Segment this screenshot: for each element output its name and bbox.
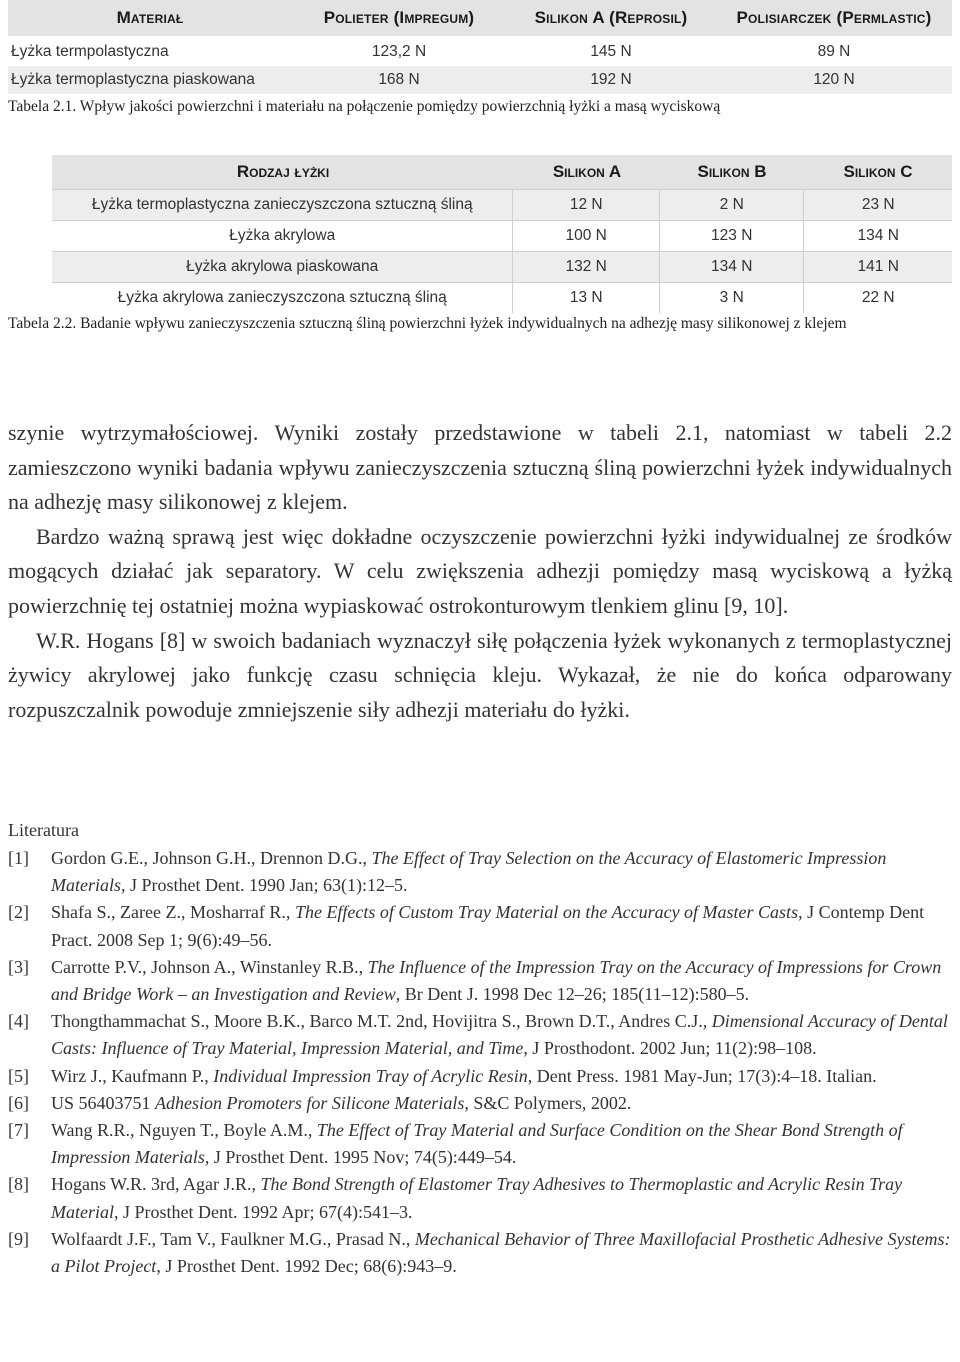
paragraph: szynie wytrzymałościowej. Wyniki zostały przedstawione w tabeli 2.1, natomiast w tabeli 2.2 zamieszczono wyniki badania wpływu zanieczyszczenia sztuczną śliną powierzchni łyżek indywidualnych na adhezję masy silikonowej z klejem. xyxy=(8,420,952,515)
table-header xyxy=(8,0,952,38)
reference-number: [3] xyxy=(8,956,29,977)
table-cell: 3 N xyxy=(659,283,804,313)
column-header: Silikon A (Reprosil) xyxy=(534,8,688,27)
column-header: Silikon C xyxy=(843,162,913,181)
reference-number: [2] xyxy=(8,902,29,923)
table-2-1 xyxy=(8,0,952,94)
reference-text xyxy=(51,1117,952,1171)
reference-source: , S&C Polymers, 2002. xyxy=(464,1092,632,1113)
table-cell: Łyżka termoplastyczna piaskowana xyxy=(11,71,255,88)
reference-title: Mechanical Behavior of Three Maxillofacial Prosthetic Adhesive Systems: a Pilot Project xyxy=(51,1228,951,1277)
reference-number: [7] xyxy=(8,1120,29,1141)
table-cell: Łyżka akrylowa zanieczyszczona sztuczną śliną xyxy=(117,289,447,306)
reference-item xyxy=(8,1063,952,1090)
table-cell: 134 N xyxy=(803,221,952,251)
reference-number: [5] xyxy=(8,1065,29,1086)
table-cell: 123 N xyxy=(659,221,804,251)
table-cell: 145 N xyxy=(590,43,632,60)
reference-authors: Hogans W.R. 3rd, Agar J.R., xyxy=(51,1174,261,1195)
column-header: Rodzaj łyżki xyxy=(236,162,330,181)
reference-item xyxy=(8,899,952,953)
column-header: Polieter (Impregum) xyxy=(323,8,475,27)
reference-text xyxy=(51,1171,952,1225)
reference-authors: Carrotte P.V., Johnson A., Winstanley R.B., xyxy=(51,956,368,977)
paragraph: Bardzo ważną sprawą jest więc dokładne oczyszczenie powierzchni łyżki indywidualnej ze środków mogących działać jak separatory. W celu zwiększenia adhezji pomiędzy masą wyciskową a łyżką powierzchnię tej ostatniej można wypiaskować ostrokonturowym tlenkiem glinu [9, 10]. xyxy=(8,523,952,618)
reference-text xyxy=(51,1008,952,1062)
reference-text xyxy=(51,899,952,953)
reference-authors: Wang R.R., Nguyen T., Boyle A.M., xyxy=(51,1120,317,1141)
reference-number: [1] xyxy=(8,848,29,868)
table-2-2 xyxy=(52,155,952,313)
column-header: Polisiarczek (Permlastic) xyxy=(736,8,932,27)
reference-item xyxy=(8,845,952,899)
reference-title: The Effect of Tray Selection on the Accuracy of Elastomeric Impression Materials xyxy=(51,848,887,896)
reference-authors: Shafa S., Zaree Z., Mosharraf R., xyxy=(51,902,295,923)
reference-text xyxy=(51,1226,952,1280)
reference-item xyxy=(8,1171,952,1225)
reference-text xyxy=(51,845,952,899)
reference-title: Adhesion Promoters for Silicone Materials xyxy=(155,1092,465,1113)
reference-source: , J Prosthet Dent. 1992 Apr; 67(4):541–3. xyxy=(114,1201,413,1222)
reference-authors: Wirz J., Kaufmann P., xyxy=(51,1065,214,1086)
table-cell: 100 N xyxy=(512,221,659,251)
reference-title: Dimensional Accuracy of Dental Casts: Influence of Tray Material, Impression Material, and Time xyxy=(51,1011,948,1059)
table-cell: 141 N xyxy=(803,252,952,282)
reference-number: [9] xyxy=(8,1228,29,1249)
table-row xyxy=(52,189,952,220)
column-header: Silikon A xyxy=(552,162,622,181)
table-cell: 168 N xyxy=(378,71,420,88)
table-row xyxy=(8,66,952,94)
reference-title: The Effect of Tray Material and Surface Condition on the Shear Bond Strength of Impression Materials xyxy=(51,1120,903,1168)
reference-title: The Bond Strength of Elastomer Tray Adhesives to Thermoplastic and Acrylic Resin Tray Material xyxy=(51,1174,903,1222)
table-caption: Tabela 2.2. Badanie wpływu zanieczyszczenia sztuczną śliną powierzchni łyżek indywidualnych na adhezję masy silikonowej z klejem xyxy=(8,315,847,332)
reference-title: Individual Impression Tray of Acrylic Resin xyxy=(213,1065,528,1086)
table-header xyxy=(52,155,952,189)
table-cell: 23 N xyxy=(803,190,952,220)
reference-title: The Influence of the Impression Tray on the Accuracy of Impressions for Crown and Bridge Work – an Investigation and Review xyxy=(51,956,942,1005)
reference-source: , J Prosthodont. 2002 Jun; 11(2):98–108. xyxy=(523,1038,817,1059)
reference-title: The Effects of Custom Tray Material on the Accuracy of Master Casts xyxy=(294,902,799,923)
reference-source: , J Prosthet Dent. 1992 Dec; 68(6):943–9. xyxy=(156,1256,457,1277)
table-cell: Łyżka termoplastyczna zanieczyszczona sztuczną śliną xyxy=(91,196,473,213)
references-heading: Literatura xyxy=(8,820,79,840)
body-text xyxy=(8,416,952,727)
reference-text xyxy=(51,1063,952,1090)
reference-item xyxy=(8,1008,952,1062)
table-cell: 89 N xyxy=(817,43,851,60)
table-cell: Łyżka akrylowa piaskowana xyxy=(186,258,379,275)
table-cell: 132 N xyxy=(512,252,659,282)
table-row xyxy=(8,38,952,66)
table-cell: 12 N xyxy=(512,190,659,220)
table-cell: Łyżka akrylowa xyxy=(229,227,336,244)
reference-authors: US 56403751 xyxy=(51,1092,156,1113)
reference-list xyxy=(8,845,952,1280)
reference-item xyxy=(8,954,952,1008)
reference-text xyxy=(51,954,952,1008)
reference-source: , J Contemp Dent Pract. 2008 Sep 1; 9(6):49–56. xyxy=(51,902,925,950)
reference-source: , Dent Press. 1981 May-Jun; 17(3):4–18. Italian. xyxy=(527,1065,877,1086)
table-row xyxy=(52,282,952,313)
table-cell: 123,2 N xyxy=(371,43,427,60)
table-caption: Tabela 2.1. Wpływ jakości powierzchni i materiału na połączenie pomiędzy powierzchnią łyżki a masą wyciskową xyxy=(8,98,721,115)
table-row xyxy=(52,251,952,282)
table-cell: 2 N xyxy=(659,190,804,220)
table-cell: 13 N xyxy=(512,283,659,313)
reference-number: [6] xyxy=(8,1092,29,1113)
column-header: Silikon B xyxy=(697,162,767,181)
reference-item xyxy=(8,1090,952,1117)
reference-source: , Br Dent J. 1998 Dec 12–26; 185(11–12):580–5. xyxy=(395,984,750,1005)
table-cell: 192 N xyxy=(590,71,632,88)
paragraph: W.R. Hogans [8] w swoich badaniach wyznaczył siłę połączenia łyżek wykonanych z termoplastycznej żywicy akrylowej jako funkcję czasu schnięcia kleju. Wykazał, że nie do końca odparowany rozpuszczalnik powoduje zmniejszenie siły adhezji materiału do łyżki. xyxy=(8,627,952,722)
reference-authors: Gordon G.E., Johnson G.H., Drennon D.G., xyxy=(51,848,372,868)
reference-authors: Thongthammachat S., Moore B.K., Barco M.T. 2nd, Hovijitra S., Brown D.T., Andres C.J., xyxy=(51,1011,712,1032)
reference-authors: Wolfaardt J.F., Tam V., Faulkner M.G., Prasad N., xyxy=(51,1228,415,1249)
table-cell: 134 N xyxy=(659,252,804,282)
table-cell: Łyżka termpolastyczna xyxy=(11,43,169,60)
reference-number: [4] xyxy=(8,1011,29,1032)
column-header: Materiał xyxy=(116,8,184,27)
reference-item xyxy=(8,1226,952,1280)
reference-source: , J Prosthet Dent. 1990 Jan; 63(1):12–5. xyxy=(121,875,408,896)
reference-number: [8] xyxy=(8,1174,29,1195)
reference-source: , J Prosthet Dent. 1995 Nov; 74(5):449–54. xyxy=(204,1147,517,1168)
table-cell: 22 N xyxy=(803,283,952,313)
reference-text xyxy=(51,1090,952,1117)
reference-item xyxy=(8,1117,952,1171)
table-cell: 120 N xyxy=(813,71,855,88)
table-row xyxy=(52,220,952,251)
